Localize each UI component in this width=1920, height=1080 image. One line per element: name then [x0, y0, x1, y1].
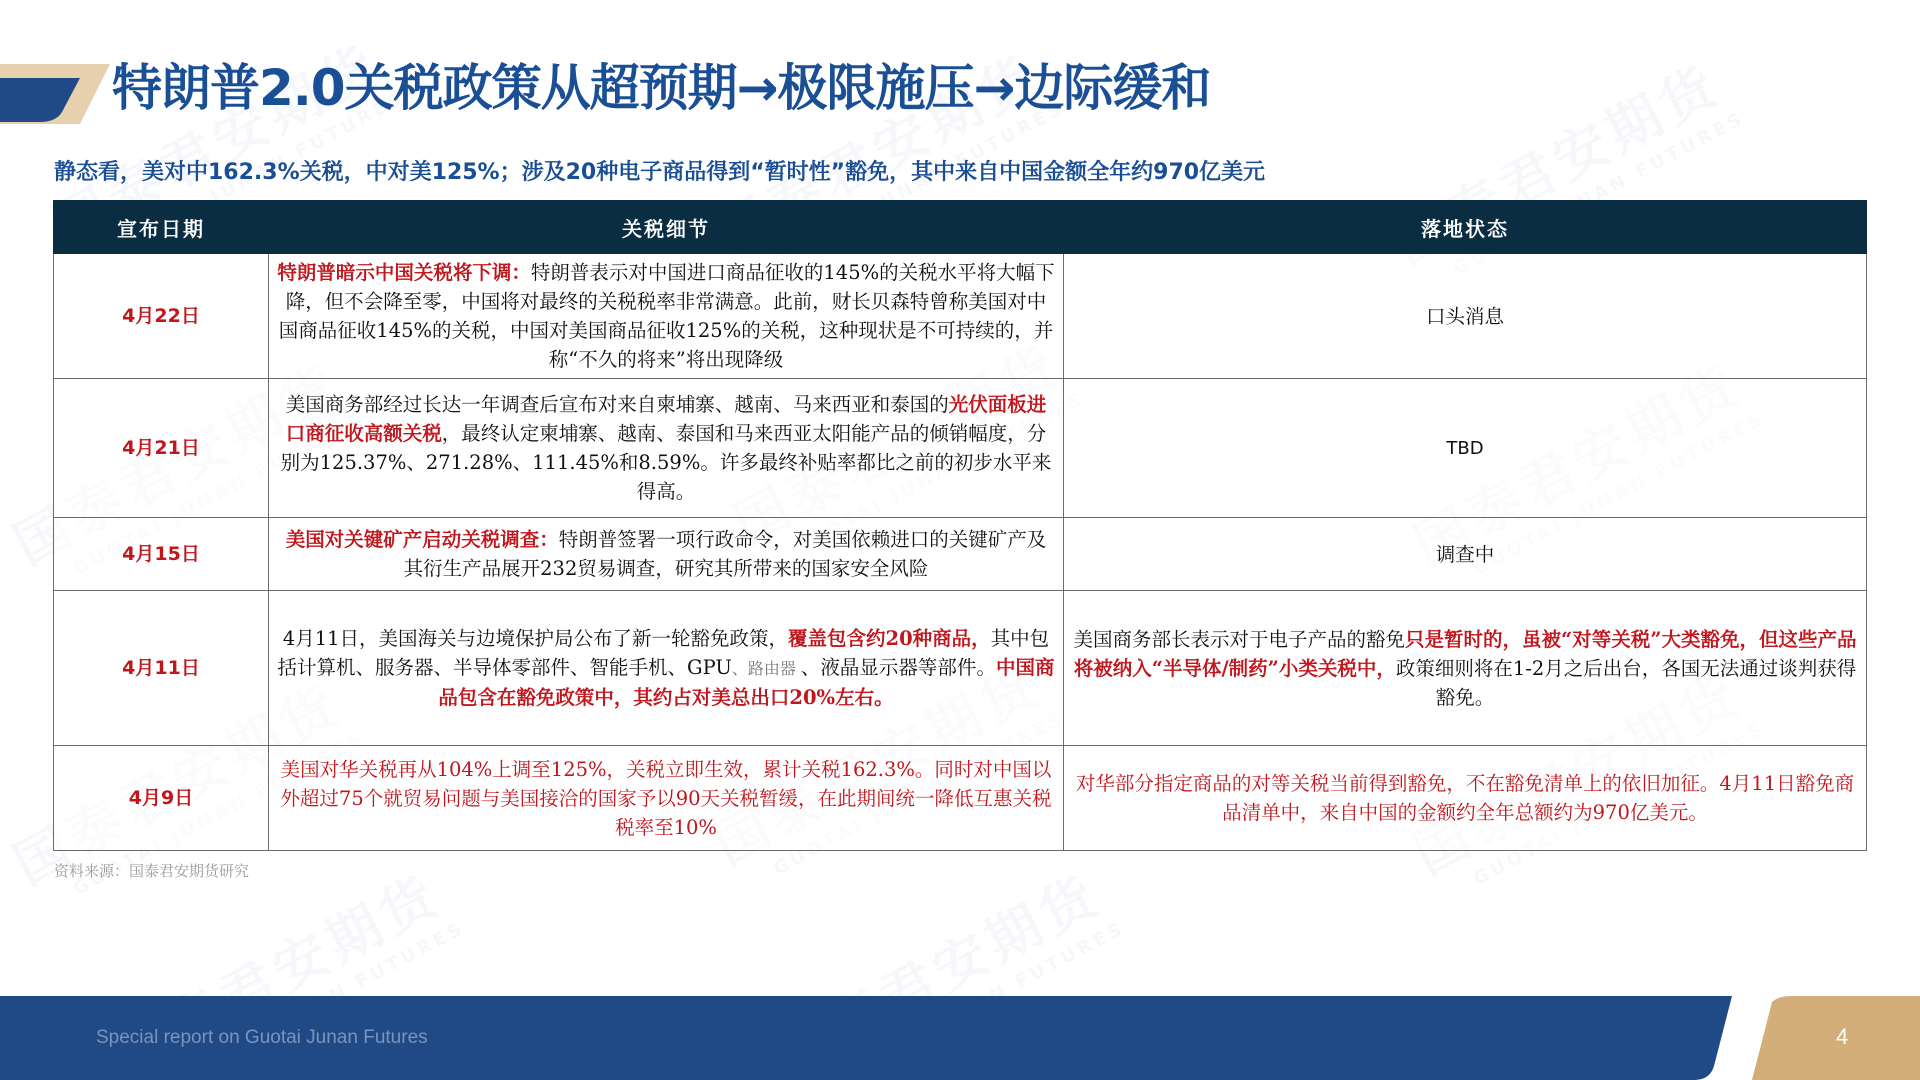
row-date: 4月15日: [54, 518, 269, 591]
page-number: 4: [1836, 1024, 1849, 1049]
detail-text: 其中包括计算机、服务器、半导体零部件、智能手机、GPU: [277, 627, 1050, 679]
table-row: [54, 518, 1867, 591]
table-header-row: [54, 201, 1867, 254]
page-subtitle: 静态看，美对中162.3%关税，中对美125%；涉及20种电子商品得到“暂时性”豁免，其中来自中国金额全年约970亿美元: [54, 160, 1266, 185]
row-status: 调查中: [1064, 518, 1867, 591]
detail-text: ，最终认定柬埔寨、越南、泰国和马来西亚太阳能产品的倾销幅度，分别为125.37%、271.28%、111.45%和8.59%。许多最终补贴率都比之前的初步水平来得高。: [280, 422, 1052, 503]
column-header-status: 落地状态: [1064, 201, 1867, 254]
status-text: 政策细则将在1-2月之后出台，各国无法通过谈判获得豁免。: [1395, 656, 1857, 709]
page-title: 特朗普2.0关税政策从超预期→极限施压→边际缓和: [112, 59, 1211, 117]
detail-text: 特朗普签署一项行政命令，对美国依赖进口的关键矿产及其衍生产品展开232贸易调查，研究其所带来的国家安全风险: [403, 528, 1047, 580]
row-detail: [269, 379, 1064, 518]
tariff-table: [53, 200, 1867, 851]
detail-text: 4月11日，美国海关与边境保护局公布了新一轮豁免政策，: [282, 627, 789, 650]
row-date: 4月9日: [54, 746, 269, 851]
row-status: [1064, 591, 1867, 746]
detail-highlight: 覆盖包含约20种商品，: [788, 627, 991, 650]
table-row: [54, 254, 1867, 379]
table-row: [54, 591, 1867, 746]
detail-highlight: 中国商品包含在豁免政策中，其约占对美总出口20%左右。: [438, 656, 1055, 709]
row-date: 4月22日: [54, 254, 269, 379]
detail-highlight: 光伏面板进口商征收高额关税: [285, 393, 1047, 445]
row-date: 4月21日: [54, 379, 269, 518]
detail-text: 、液晶显示器等部件。: [800, 656, 996, 679]
table-row: [54, 379, 1867, 518]
row-detail: 美国对华关税再从104%上调至125%，关税立即生效，累计关税162.3%。同时对中国以外超过75个就贸易问题与美国接洽的国家予以90天关税暂缓，在此期间统一降低互惠关税税率至10%: [269, 746, 1064, 851]
row-date: 4月11日: [54, 591, 269, 746]
source-note: 资料来源：国泰君安期货研究: [54, 862, 250, 880]
detail-highlight: 特朗普暗示中国关税将下调：: [277, 261, 531, 284]
status-highlight: 只是暂时的，虽被“对等关税”大类豁免，但这些产品将被纳入“半导体/制药”小类关税中，: [1073, 627, 1857, 680]
detail-highlight: 美国对关键矿产启动关税调查：: [285, 528, 559, 551]
row-detail: [269, 254, 1064, 379]
row-detail: [269, 591, 1064, 746]
row-detail: [269, 518, 1064, 591]
status-text: 美国商务部长表示对于电子产品的豁免: [1073, 627, 1406, 651]
column-header-detail: 关税细节: [269, 201, 1064, 254]
detail-text: 美国商务部经过长达一年调查后宣布对来自柬埔寨、越南、马来西亚和泰国的: [285, 393, 949, 416]
detail-text: 特朗普表示对中国进口商品征收的145%的关税水平将大幅下降，但不会降至零，中国将对最终的关税税率非常满意。此前，财长贝森特曾称美国对中国商品征收145%的关税，中国对美国商品征收125%的关税，这种现状是不可持续的，并称“不久的将来”将出现降级: [278, 261, 1055, 371]
row-status: TBD: [1064, 379, 1867, 518]
row-status: 口头消息: [1064, 254, 1867, 379]
footer-text: Special report on Guotai Junan Futures: [96, 1027, 428, 1048]
title-accent-shape: [0, 64, 110, 124]
table-row: [54, 746, 1867, 851]
detail-text-small: 、路由器: [731, 659, 801, 678]
row-status: 对华部分指定商品的对等关税当前得到豁免，不在豁免清单上的依旧加征。4月11日豁免商品清单中，来自中国的金额约全年总额约为970亿美元。: [1064, 746, 1867, 851]
column-header-date: 宣布日期: [54, 201, 269, 254]
